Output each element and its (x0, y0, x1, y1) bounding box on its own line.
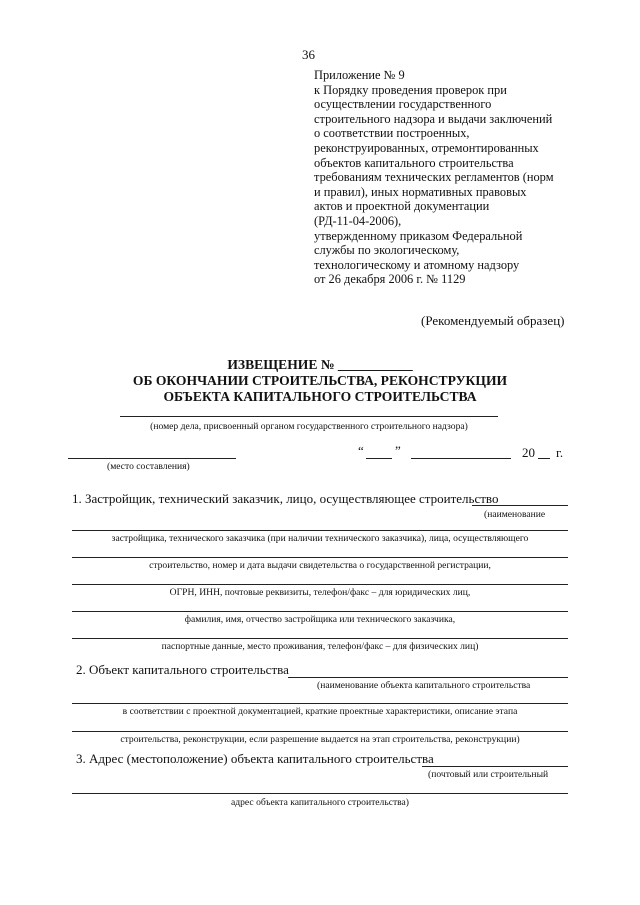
page-number: 36 (302, 47, 315, 62)
section-2-label: 2. Объект капитального строительства (76, 662, 289, 677)
case-number-field[interactable] (120, 416, 498, 417)
recommended-sample-note: (Рекомендуемый образец) (421, 313, 565, 328)
case-number-caption: (номер дела, присвоенный органом государственного строительного надзора) (150, 421, 468, 432)
date-day-field[interactable] (366, 458, 392, 459)
section-2-field[interactable] (72, 731, 568, 732)
section-1-caption: фамилия, имя, отчество застройщика или технического заказчика, (184, 614, 456, 625)
section-2-caption: строительства, реконструкции, если разрешение выдается на этап строительства, реконструкции) (120, 734, 520, 745)
section-2-field[interactable] (72, 703, 568, 704)
section-3-caption: (почтовый или строительный (428, 769, 549, 780)
appendix-line: строительного надзора и выдачи заключений (314, 111, 553, 126)
appendix-line: реконструированных, отремонтированных (314, 140, 539, 155)
appendix-line: и правил), иных нормативных правовых (314, 184, 527, 199)
date-year-suffix: г. (556, 445, 564, 460)
appendix-line: осуществлении государственного (314, 97, 492, 112)
section-1-field[interactable] (72, 638, 568, 639)
section-1-field[interactable] (72, 557, 568, 558)
notice-title: ИЗВЕЩЕНИЕ № ___________ (227, 357, 413, 372)
section-2-field[interactable] (288, 677, 568, 678)
appendix-line: утвержденному приказом Федеральной (314, 228, 523, 243)
appendix-line: Приложение № 9 (314, 68, 405, 82)
appendix-line: службы по экологическому, (314, 243, 460, 258)
section-2-caption: (наименование объекта капитального строительства (317, 680, 531, 691)
date-quote-close: ” (395, 443, 401, 458)
section-2-caption: в соответствии с проектной документацией, краткие проектные характеристики, описание этапа (122, 706, 518, 717)
section-1-field[interactable] (72, 584, 568, 585)
appendix-line: к Порядку проведения проверок при (314, 82, 507, 97)
appendix-line: актов и проектной документации (314, 199, 490, 214)
notice-subtitle: ОБ ОКОНЧАНИИ СТРОИТЕЛЬСТВА, РЕКОНСТРУКЦИИ (132, 373, 508, 388)
section-1-caption: ОГРН, ИНН, почтовые реквизиты, телефон/факс – для юридических лиц, (169, 587, 471, 598)
notice-subtitle: ОБЪЕКТА КАПИТАЛЬНОГО СТРОИТЕЛЬСТВА (163, 389, 477, 404)
place-caption: (место составления) (107, 461, 190, 472)
section-3-field[interactable] (422, 766, 568, 767)
section-1-caption: застройщика, технического заказчика (при наличии технического заказчика), лица, осуществляющего (111, 533, 529, 544)
section-3-label: 3. Адрес (местоположение) объекта капитального строительства (76, 751, 434, 766)
section-1-field[interactable] (472, 505, 568, 506)
date-quote-open: “ (358, 443, 364, 458)
appendix-line: объектов капитального строительства (314, 155, 514, 170)
section-3-field[interactable] (72, 793, 568, 794)
place-field[interactable] (68, 458, 236, 459)
date-month-field[interactable] (411, 458, 511, 459)
section-1-field[interactable] (72, 530, 568, 531)
section-3-caption: адрес объекта капитального строительства) (230, 797, 410, 808)
appendix-line: требованиям технических регламентов (норм (314, 170, 554, 185)
date-year-field[interactable] (538, 458, 550, 459)
section-1-label: 1. Застройщик, технический заказчик, лицо, осуществляющее строительство (72, 491, 499, 506)
appendix-line: от 26 декабря 2006 г. № 1129 (314, 272, 466, 287)
section-1-caption: паспортные данные, место проживания, телефон/факс – для физических лиц) (161, 641, 479, 652)
appendix-line: технологическому и атомному надзору (314, 257, 520, 272)
appendix-block (314, 68, 554, 287)
section-1-caption: (наименование (484, 509, 546, 520)
date-year-prefix: 20 (522, 445, 535, 460)
section-1-field[interactable] (72, 611, 568, 612)
section-1-caption: строительство, номер и дата выдачи свидетельства о государственной регистрации, (149, 560, 491, 571)
appendix-line: о соответствии построенных, (314, 126, 470, 141)
appendix-line: (РД-11-04-2006), (314, 213, 402, 228)
